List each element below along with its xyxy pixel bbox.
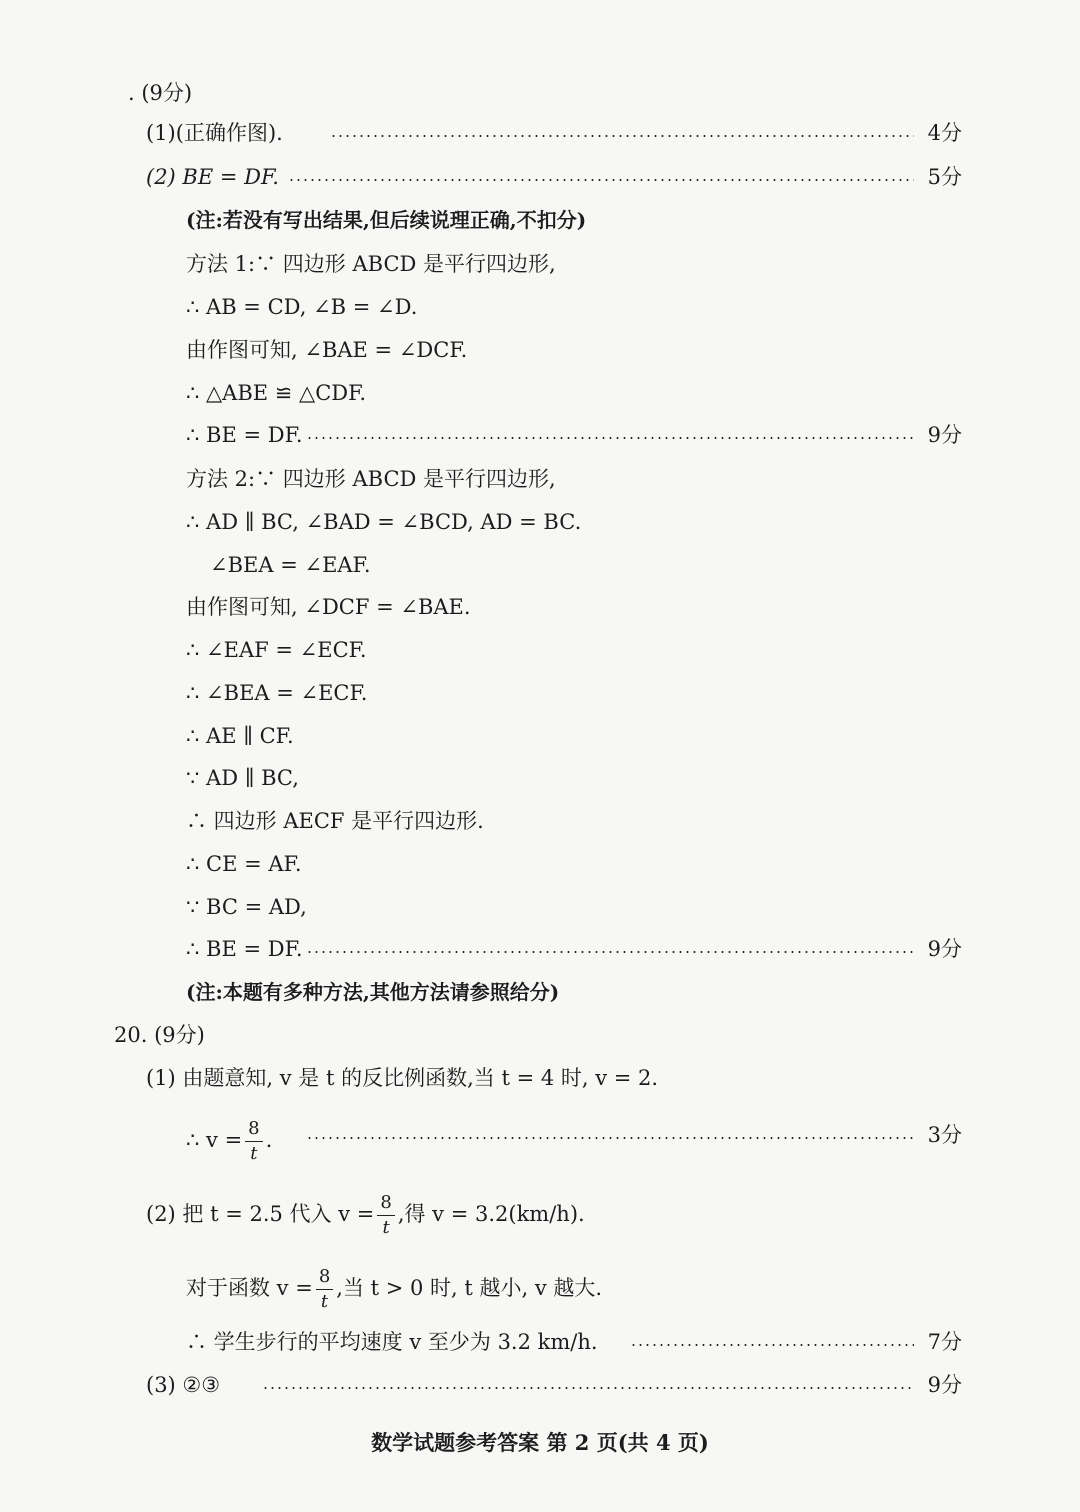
function-prefix: 对于函数 v = <box>186 1276 313 1300</box>
method2-line5: ∴ ∠EAF = ∠ECF. <box>186 638 367 662</box>
q19-part2-row <box>0 162 1080 192</box>
fraction-8-over-t <box>377 1194 394 1237</box>
q20-part2-function-text <box>186 1268 602 1311</box>
method1-line5: ∴ BE = DF. <box>186 423 303 447</box>
score-label: 7分 <box>927 1330 962 1354</box>
method1-result-row <box>0 420 1080 450</box>
method2-line7: ∴ AE ∥ CF. <box>186 724 294 748</box>
method1-line1: 方法 1:∵ 四边形 ABCD 是平行四边形, <box>186 252 556 276</box>
q19-part1-text: (1)(正确作图). <box>146 121 283 145</box>
score-label: 3分 <box>927 1123 962 1147</box>
method1-line4: ∴ △ABE ≌ △CDF. <box>186 381 367 405</box>
method1-line2: ∴ AB = CD, ∠B = ∠D. <box>186 295 418 319</box>
q20-header: 20. (9分) <box>114 1023 205 1047</box>
score-label: 9分 <box>927 1373 962 1397</box>
fraction-denominator: t <box>320 1291 329 1312</box>
score-label: 5分 <box>927 165 962 189</box>
leader-dots <box>262 1387 914 1389</box>
fraction-8-over-t <box>245 1120 262 1163</box>
q20-part1-answer <box>186 1120 272 1163</box>
answer-suffix: . <box>265 1128 273 1152</box>
method2-line1: 方法 2:∵ 四边形 ABCD 是平行四边形, <box>186 467 556 491</box>
score-label: 9分 <box>927 423 962 447</box>
part2-suffix: ,得 v = 3.2(km/h). <box>397 1202 585 1226</box>
method2-line8: ∵ AD ∥ BC, <box>186 766 299 790</box>
fraction-denominator: t <box>382 1217 390 1238</box>
leader-dots <box>288 179 914 181</box>
q19-note1: (注:若没有写出结果,但后续说理正确,不扣分) <box>186 208 587 232</box>
score-label: 4分 <box>927 121 962 145</box>
q19-part2-text: (2) BE = DF. <box>146 165 279 189</box>
q20-part1-answer-row <box>0 1118 1080 1164</box>
fraction-numerator: 8 <box>316 1268 333 1290</box>
method2-line9: ∴ 四边形 AECF 是平行四边形. <box>186 809 484 833</box>
leader-dots <box>306 437 914 439</box>
fraction-numerator: 8 <box>245 1120 262 1142</box>
method2-line10: ∴ CE = AF. <box>186 852 302 876</box>
fraction-numerator: 8 <box>377 1194 394 1216</box>
q19-header: . (9分) <box>128 81 193 105</box>
q20-part3-row <box>0 1370 1080 1400</box>
q20-part3-text: (3) ②③ <box>146 1373 221 1397</box>
q19-note2: (注:本题有多种方法,其他方法请参照给分) <box>186 980 560 1004</box>
method2-line11: ∵ BC = AD, <box>186 895 307 919</box>
part2-prefix: (2) 把 t = 2.5 代入 v = <box>146 1202 375 1226</box>
fraction-denominator: t <box>250 1143 258 1164</box>
method2-line2: ∴ AD ∥ BC, ∠BAD = ∠BCD, AD = BC. <box>186 510 582 534</box>
q19-part1-row <box>0 118 1080 148</box>
leader-dots <box>306 1137 914 1139</box>
method2-line3: ∠BEA = ∠EAF. <box>210 553 371 577</box>
method1-line3: 由作图可知, ∠BAE = ∠DCF. <box>186 338 468 362</box>
leader-dots <box>330 135 914 137</box>
leader-dots <box>306 951 914 953</box>
q20-part2-conclusion: ∴ 学生步行的平均速度 v 至少为 3.2 km/h. <box>186 1330 598 1354</box>
answer-prefix: ∴ v = <box>186 1128 243 1152</box>
q20-part2-text <box>146 1194 585 1237</box>
page-footer: 数学试题参考答案 第 2 页(共 4 页) <box>371 1430 709 1455</box>
method2-line6: ∴ ∠BEA = ∠ECF. <box>186 681 368 705</box>
method2-result-row <box>0 934 1080 964</box>
function-suffix: ,当 t > 0 时, t 越小, v 越大. <box>336 1276 603 1300</box>
q20-part1-text: (1) 由题意知, v 是 t 的反比例函数,当 t = 4 时, v = 2. <box>146 1066 659 1090</box>
score-label: 9分 <box>927 937 962 961</box>
fraction-8-over-t <box>316 1268 333 1311</box>
q20-part2-conclusion-row <box>0 1327 1080 1357</box>
method2-line4: 由作图可知, ∠DCF = ∠BAE. <box>186 595 471 619</box>
leader-dots <box>630 1344 914 1346</box>
method2-line12: ∴ BE = DF. <box>186 937 303 961</box>
